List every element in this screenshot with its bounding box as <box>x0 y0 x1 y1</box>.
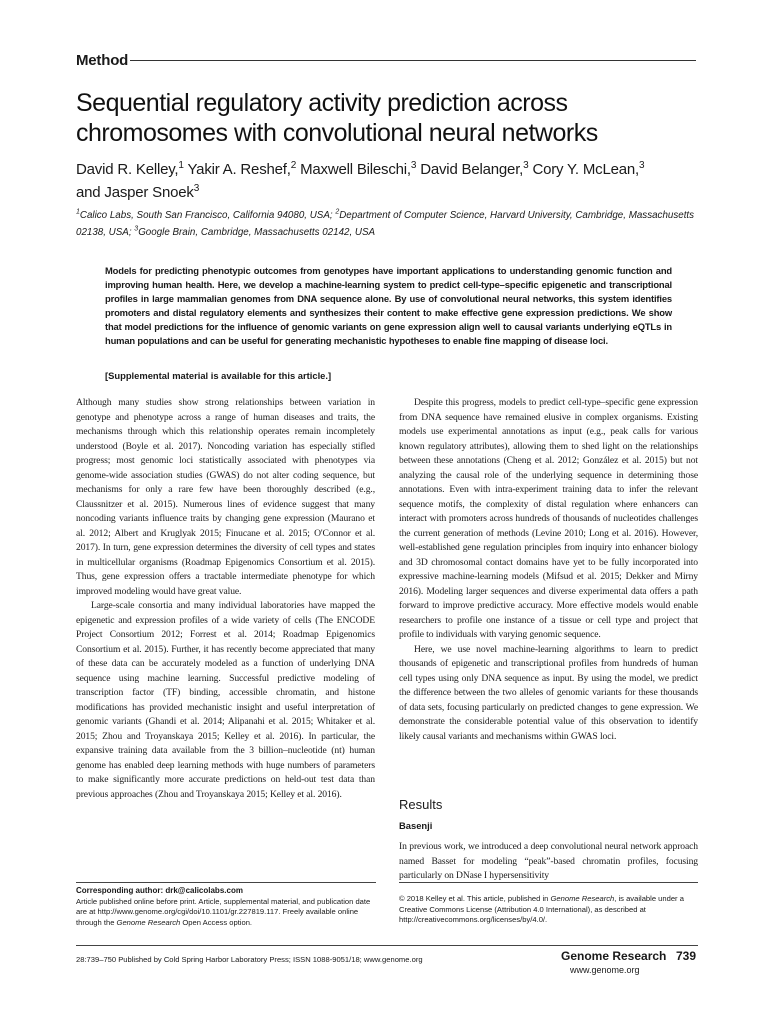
abstract: Models for predicting phenotypic outcomes from genotypes have important applications to understanding genomic function and improving human health. Here, we develop a machine-learning system to predict cell-type–specific epigenetic and transcriptional profiles in large mammalian genomes from DNA sequence alone. By use of convolutional neural networks, this system identifies promoters and distal regulatory elements and synthesizes their content to make effective gene expression predictions. We show that model predictions for the influence of genomic variants on gene expression align well to causal variants underlying eQTLs in human populations and can be useful for generating mechanistic hypotheses to enable fine mapping of disease loci. <box>105 265 672 346</box>
affiliation-text: Calico Labs, South San Francisco, California 94080, USA; <box>79 210 336 221</box>
affiliations <box>76 207 706 241</box>
body-paragraph: Despite this progress, models to predict cell-type–specific gene expression from DNA sequence have remained elusive in complex organisms. Existing models use experimental annotations as input (e.g., peak calls for various known regulatory attributes), allowing them to shed light on the relationships between these annotations (Cheng et al. 2012; González et al. 2015) but not analyzing the causal role of the underlying sequence in determining those annotations. Even with intra-experiment training data to infer the relevant sequence motifs, the complexity of distal regulation where enhancers can interact with promoters across hundreds of thousands of nucleotides challenges the current generation of methods (Levine 2010; Long et al. 2016). However, well-established gene regulation principles from inquiry into enhancer biology and 3D chromosomal contact domains have yet to be fully incorporated into expressive machine-learning models (Mifsud et al. 2015; Dekker and Mirny 2016). Modeling larger sequences and diverse experimental data offers a path forward to improve predictive accuracy. More effective models would enable researchers to profile one instance of a tissue or cell type and project that profile to individuals with varying genomic sequence. <box>399 397 698 640</box>
author-name: David R. Kelley, <box>76 161 179 178</box>
footer-rule <box>76 945 698 946</box>
author-name: Maxwell Bileschi, <box>300 161 411 178</box>
section-label: Method <box>76 51 129 69</box>
author-affiliation-number: 3 <box>193 183 200 194</box>
footnote-left <box>76 886 378 928</box>
section-header <box>76 50 696 70</box>
affiliation-number: 1 <box>76 208 80 216</box>
author-list <box>76 158 706 204</box>
body-paragraph: Here, we use novel machine-learning algorithms to learn to predict thousands of epigenetic and transcriptional profiles from hundreds of human cell types using only DNA sequence as input. By using the model, we predict the difference between the two alleles of genomic variants for these thousands of data sets, focusing particularly on predicted changes to gene expression. We demonstrate the considerable potential value of this observation to identify likely causal variants and mechanisms within GWAS loci. <box>399 643 698 742</box>
supplemental-note: [Supplemental material is available for this article.] <box>105 370 332 381</box>
article-title: Sequential regulatory activity prediction across chromosomes with convolutional neural networks <box>76 89 598 147</box>
footer-citation: 28:739–750 Published by Cold Spring Harbor Laboratory Press; ISSN 1088-9051/18; www.genome.org <box>76 955 423 964</box>
publication-note-end: Open Access option. <box>180 917 253 927</box>
section-rule <box>130 60 696 61</box>
corresponding-author: Corresponding author: drk@calicolabs.com <box>76 886 243 895</box>
license-note <box>399 894 699 926</box>
journal-name-italic: Genome Research <box>116 917 181 927</box>
body-paragraph: Although many studies show strong relationships between variation in genotype and phenotype across a range of human diseases and traits, the mechanisms through which this relationship operates remain incompletely understood (Boyle et al. 2017). Noncoding variation has especially stifled progress; most genomic loci statistically associated with phenotypes via genome-wide association studies (GWAS) do not alter coding sequence, but mechanisms for only a rare few have been thoroughly described (e.g., Claussnitzer et al. 2015). Numerous lines of evidence suggest that many noncoding variants influence traits by changing gene expression (Maurano et al. 2012; Albert and Kruglyak 2015; Finucane et al. 2015; O'Connor et al. 2017). In turn, gene expression determines the diversity of cell types and states in multicellular organisms (Roadmap Epigenomics Consortium et al. 2015). Thus, gene expression offers a tractable intermediate phenotype for which improved modeling would have great value. <box>76 397 375 597</box>
page-number: 739 <box>676 949 697 963</box>
affiliation-text: Department of Computer Science, Harvard University, Cambridge, Massachusetts 02138, USA; <box>76 210 695 238</box>
author-name: and Jasper Snoek <box>76 184 194 201</box>
affiliation-number: 3 <box>134 225 139 233</box>
footnote-rule-left <box>76 882 376 883</box>
body-column-right <box>399 396 698 744</box>
body-paragraph: Large-scale consortia and many individual laboratories have mapped the epigenetic and expression profiles of a wide variety of cells (The ENCODE Project Consortium 2012; Forrest et al. 2014; Roadmap Epigenomics Consortium et al. 2015). Further, it has recently become appreciated that many of these data can be accurately modeled as a function of underlying DNA sequence using machine learning. Successful predictive modeling of transcription factor (TF) binding, accessible chromatin, and histone modifications has provided mechanistic insight and useful interpretation of genomic variants (Ghandi et al. 2014; Alipanahi et al. 2015; Whitaker et al. 2015; Zhou and Troyanskaya 2015; Kelley et al. 2016). In particular, the expansive training data available from the 3 billion–nucleotide (nt) human genome has enabled deep learning methods with huge numbers of parameters to make significantly more accurate predictions on held-out test data than previous approaches (Zhou and Troyanskaya 2015; Kelley et al. 2016). <box>76 600 375 800</box>
author-affiliation-number: 3 <box>639 160 645 171</box>
footer-journal-name: Genome Research <box>561 949 667 963</box>
author-name: David Belanger, <box>420 161 524 178</box>
basenji-subheading: Basenji <box>399 820 433 831</box>
license-journal-italic: Genome Research <box>550 894 615 903</box>
license-text-end: , is available under a Creative Commons License (Attribution 4.0 International), as described at http://creativecommons.org/licenses/by/4.0/. <box>399 894 684 924</box>
footer-url: www.genome.org <box>570 965 640 975</box>
author-affiliation-number: 2 <box>290 160 297 171</box>
author-name: Yakir A. Reshef, <box>187 161 291 178</box>
affiliation-number: 2 <box>335 208 340 216</box>
affiliation-text: Google Brain, Cambridge, Massachusetts 02142, USA <box>138 227 376 238</box>
publication-note-text: Article published online before print. Article, supplemental material, and publication date are at http://www.genome.org/cgi/doi/10.1101/gr.227819.117. Freely available online through the <box>76 896 371 927</box>
publication-note <box>76 897 378 929</box>
license-text-start: © 2018 Kelley et al. This article, published in <box>399 894 551 903</box>
body-column-left <box>76 396 375 802</box>
author-affiliation-number: 1 <box>178 160 184 171</box>
author-affiliation-number: 3 <box>523 160 529 171</box>
author-affiliation-number: 3 <box>410 160 417 171</box>
body-column-right-lower <box>399 840 698 884</box>
author-name: Cory Y. McLean, <box>532 161 639 178</box>
results-heading: Results <box>399 797 443 812</box>
footnote-rule-right <box>399 882 698 883</box>
body-paragraph: In previous work, we introduced a deep convolutional neural network approach named Basset for modeling “peak”-based chromatin profiles, focusing particularly on DNase I hypersensitivity <box>399 841 698 881</box>
